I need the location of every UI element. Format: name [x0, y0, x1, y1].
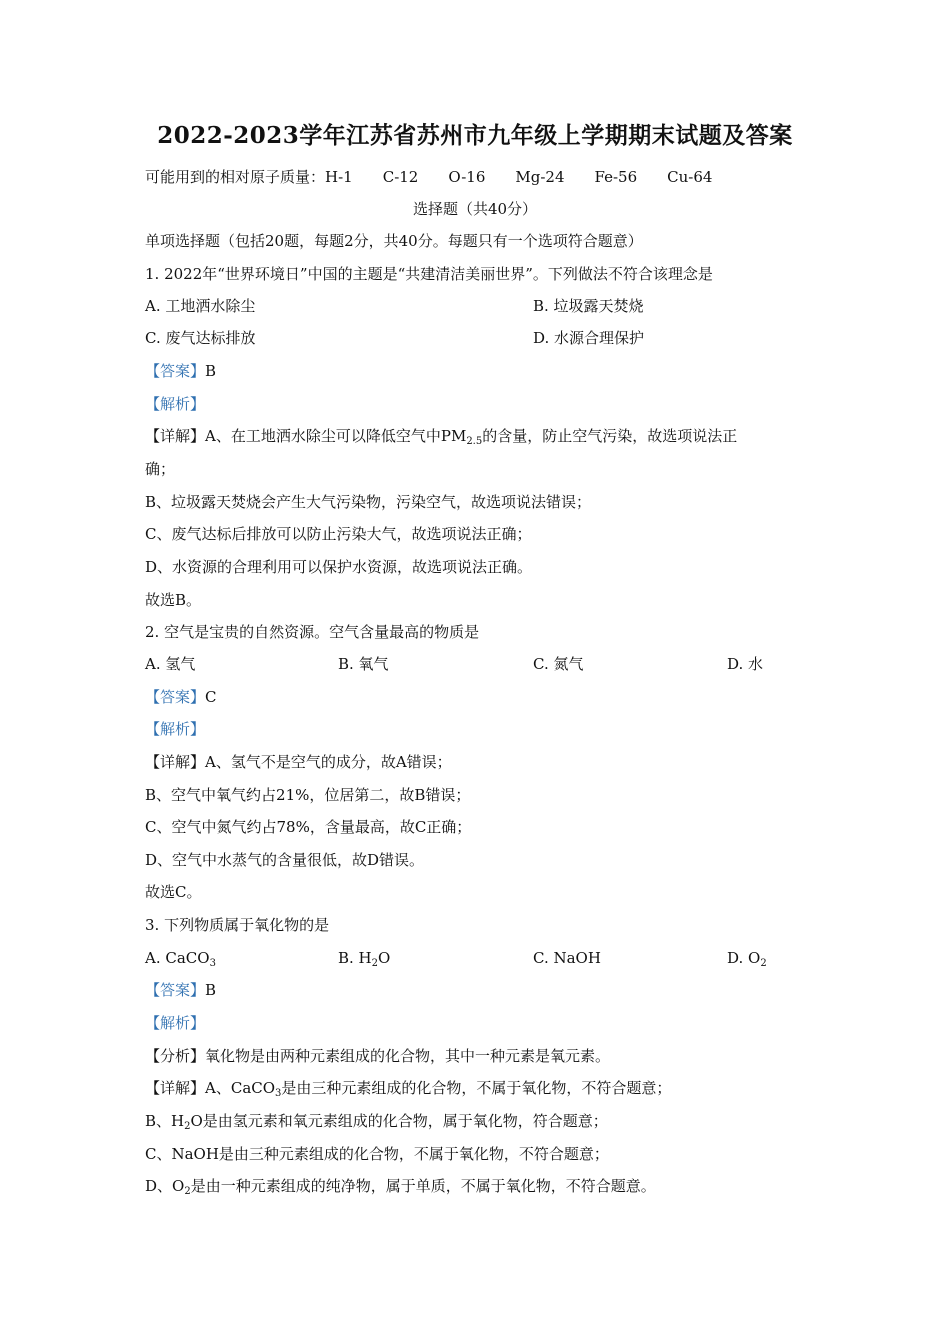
atomic-mass-label: 可能用到的相对原子质量： [145, 168, 326, 186]
q3-answer [145, 980, 216, 1000]
q3-option-b-text: B. H [338, 949, 372, 967]
q3-answer-value: B [205, 981, 217, 999]
atomic-mass-item: Mg-24 [515, 168, 565, 186]
detail-label: 【详解】 [145, 1079, 206, 1097]
q3-option-a [145, 948, 216, 968]
q1-detail-d: D、水资源的合理利用可以保护水资源，故选项说法正确。 [145, 558, 533, 576]
q3-detail-b-text: B、H [145, 1112, 185, 1130]
q3-fenxi-text: 氧化物是由两种元素组成的化合物，其中一种元素是氧元素。 [205, 1047, 611, 1065]
detail-label: 【详解】 [145, 427, 206, 445]
q1-option-d: D. 水源合理保护 [533, 329, 645, 347]
atomic-mass-item: C-12 [382, 168, 419, 186]
answer-label: 【答案】 [145, 688, 206, 706]
fenxi-label: 【分析】 [145, 1047, 206, 1065]
q2-detail-b: B、空气中氧气约占21%，位居第二，故B错误； [145, 786, 471, 804]
section-title: 选择题（共40分） [412, 200, 538, 218]
atomic-mass-line [145, 167, 742, 187]
subscript: 2 [184, 1186, 191, 1197]
detail-label: 【详解】 [145, 753, 206, 771]
q2-option-d: D. 水 [727, 655, 764, 673]
atomic-mass-item: Cu-64 [667, 168, 713, 186]
q3-detail-b-text-2: O是由氢元素和氧元素组成的化合物，属于氧化物，符合题意； [190, 1112, 608, 1130]
q3-detail-b [145, 1111, 608, 1131]
q1-analysis-label: 【解析】 [145, 395, 206, 413]
q3-option-d-text: D. O [727, 949, 761, 967]
q3-detail-a [145, 1078, 671, 1098]
atomic-mass-item: O-16 [448, 168, 486, 186]
q3-stem: 3. 下列物质属于氧化物的是 [145, 916, 330, 934]
q2-option-c: C. 氮气 [533, 655, 584, 673]
q3-analysis-label: 【解析】 [145, 1014, 206, 1032]
q1-detail-a-text: A、在工地洒水除尘可以降低空气中PM [205, 427, 467, 445]
q2-option-a: A. 氢气 [145, 655, 196, 673]
q2-conclusion: 故选C。 [145, 883, 202, 901]
q2-detail-a-text: A、氢气不是空气的成分，故A错误； [205, 753, 452, 771]
q2-option-b: B. 氧气 [338, 655, 389, 673]
q1-conclusion: 故选B。 [145, 591, 202, 609]
q1-stem: 1. 2022年“世界环境日”中国的主题是“共建清洁美丽世界”。下列做法不符合该理念是 [145, 265, 713, 283]
subscript: 2 [184, 1121, 191, 1132]
q3-detail-a-text: A、CaCO [205, 1079, 276, 1097]
q3-option-d [727, 948, 767, 968]
q1-option-a: A. 工地洒水除尘 [145, 297, 256, 315]
q2-detail-c: C、空气中氮气约占78%，含量最高，故C正确； [145, 818, 472, 836]
q3-detail-a-text-2: 是由三种元素组成的化合物，不属于氧化物，不符合题意； [281, 1079, 672, 1097]
q3-option-b-text-2: O [378, 949, 391, 967]
q1-option-c: C. 废气达标排放 [145, 329, 256, 347]
q1-detail-a [145, 426, 737, 446]
q2-stem: 2. 空气是宝贵的自然资源。空气含量最高的物质是 [145, 623, 480, 641]
q2-answer [145, 687, 217, 707]
q3-option-a-text: A. CaCO [145, 949, 210, 967]
q1-detail-a-text-2: 的含量，防止空气污染，故选项说法正 [482, 427, 738, 445]
q3-option-b [338, 948, 390, 968]
q2-answer-value: C [205, 688, 217, 706]
q1-option-b: B. 垃圾露天焚烧 [533, 297, 644, 315]
q1-detail-a-cont: 确； [145, 460, 176, 478]
q1-answer-value: B [205, 362, 217, 380]
q1-detail-b: B、垃圾露天焚烧会产生大气污染物，污染空气，故选项说法错误； [145, 493, 592, 511]
answer-label: 【答案】 [145, 362, 206, 380]
q3-option-c: C. NaOH [533, 949, 601, 967]
pm-subscript: 2.5 [466, 436, 483, 447]
q1-detail-c: C、废气达标后排放可以防止污染大气，故选项说法正确； [145, 525, 532, 543]
q1-answer [145, 361, 216, 381]
q2-detail-a [145, 752, 452, 772]
q3-detail-d-text-2: 是由一种元素组成的纯净物，属于单质，不属于氧化物，不符合题意。 [190, 1177, 656, 1195]
section-description: 单项选择题（包括20题，每题2分，共40分。每题只有一个选项符合题意） [145, 232, 643, 250]
subscript: 3 [209, 958, 216, 969]
subscript: 2 [760, 958, 767, 969]
atomic-mass-item: H-1 [325, 168, 353, 186]
q3-detail-c: C、NaOH是由三种元素组成的化合物，不属于氧化物，不符合题意； [145, 1145, 609, 1163]
subscript: 2 [371, 958, 379, 969]
q2-analysis-label: 【解析】 [145, 720, 206, 738]
q3-fenxi [145, 1046, 610, 1066]
page-title: 2022-2023学年江苏省苏州市九年级上学期期末试题及答案 [157, 122, 793, 149]
answer-label: 【答案】 [145, 981, 206, 999]
q3-detail-d-text: D、O [145, 1177, 185, 1195]
atomic-mass-item: Fe-56 [594, 168, 638, 186]
subscript: 3 [275, 1088, 282, 1099]
q2-detail-d: D、空气中水蒸气的含量很低，故D错误。 [145, 851, 425, 869]
q3-detail-d [145, 1176, 656, 1196]
